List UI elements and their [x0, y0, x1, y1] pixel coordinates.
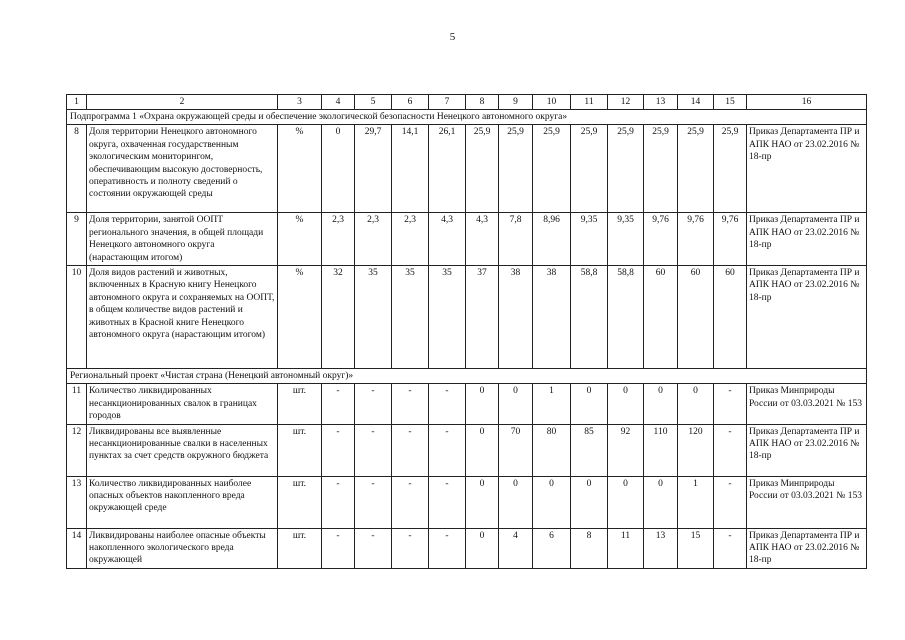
- table-row: [67, 384, 867, 424]
- value-cell: 2,3: [355, 213, 392, 266]
- header-cell: 11: [571, 95, 608, 110]
- value-cell: -: [392, 424, 429, 476]
- value-cell: 0: [466, 424, 499, 476]
- value-cell: 2,3: [392, 213, 429, 266]
- row-number-cell: 12: [67, 424, 87, 476]
- value-cell: -: [429, 528, 466, 568]
- value-cell: 1: [678, 476, 714, 528]
- unit-cell: %: [278, 266, 322, 369]
- value-cell: 110: [644, 424, 678, 476]
- header-cell: 7: [429, 95, 466, 110]
- row-number-cell: 10: [67, 266, 87, 369]
- value-cell: 13: [644, 528, 678, 568]
- unit-cell: шт.: [278, 528, 322, 568]
- value-cell: 0: [499, 476, 533, 528]
- section-row-project: [67, 369, 867, 384]
- indicators-table: [66, 94, 867, 569]
- value-cell: -: [355, 528, 392, 568]
- header-cell: 6: [392, 95, 429, 110]
- value-cell: 25,9: [678, 125, 714, 213]
- header-cell: 16: [747, 95, 867, 110]
- value-cell: 0: [322, 125, 355, 213]
- table-row: [67, 424, 867, 476]
- header-cell: 13: [644, 95, 678, 110]
- section-title: Подпрограмма 1 «Охрана окружающей среды и обеспечение экологической безопасности Ненецкого автономного округа»: [67, 110, 867, 125]
- indicator-name-cell: Доля территории, занятой ООПТ регионального значения, в общей площади Ненецкого автономного округа (нарастающим итогом): [87, 213, 278, 266]
- indicator-name-cell: Доля видов растений и животных, включенных в Красную книгу Ненецкого автономного округа и сохраняемых на ООПТ, в общем количестве видов растений и животных в Красной книге Ненецкого автономного округа (нарастающим итогом): [87, 266, 278, 369]
- value-cell: 0: [608, 384, 644, 424]
- row-number-cell: 8: [67, 125, 87, 213]
- value-cell: -: [322, 476, 355, 528]
- page-number: 5: [449, 31, 456, 43]
- table-row: [67, 528, 867, 568]
- source-cell: Приказ Департамента ПР и АПК НАО от 23.02.2016 № 18-пр: [747, 125, 867, 213]
- value-cell: 0: [466, 384, 499, 424]
- table-row: [67, 213, 867, 266]
- row-number-cell: 14: [67, 528, 87, 568]
- value-cell: -: [355, 384, 392, 424]
- value-cell: 15: [678, 528, 714, 568]
- value-cell: 4,3: [466, 213, 499, 266]
- value-cell: 29,7: [355, 125, 392, 213]
- value-cell: 35: [355, 266, 392, 369]
- value-cell: 1: [533, 384, 571, 424]
- value-cell: 25,9: [533, 125, 571, 213]
- value-cell: 38: [499, 266, 533, 369]
- header-cell: 4: [322, 95, 355, 110]
- value-cell: 32: [322, 266, 355, 369]
- value-cell: 35: [392, 266, 429, 369]
- value-cell: 85: [571, 424, 608, 476]
- value-cell: 7,8: [499, 213, 533, 266]
- unit-cell: %: [278, 125, 322, 213]
- value-cell: 9,35: [608, 213, 644, 266]
- unit-cell: %: [278, 213, 322, 266]
- value-cell: 0: [644, 476, 678, 528]
- value-cell: -: [355, 476, 392, 528]
- value-cell: 0: [571, 476, 608, 528]
- header-cell: 5: [355, 95, 392, 110]
- value-cell: -: [429, 384, 466, 424]
- unit-cell: шт.: [278, 384, 322, 424]
- value-cell: 6: [533, 528, 571, 568]
- value-cell: 92: [608, 424, 644, 476]
- value-cell: 9,35: [571, 213, 608, 266]
- source-cell: Приказ Департамента ПР и АПК НАО от 23.02.2016 № 18-пр: [747, 528, 867, 568]
- value-cell: 70: [499, 424, 533, 476]
- value-cell: -: [714, 384, 747, 424]
- indicator-name-cell: Ликвидированы все выявленные несанкционированные свалки в населенных пунктах за счет средств окружного бюджета: [87, 424, 278, 476]
- value-cell: -: [714, 476, 747, 528]
- value-cell: -: [392, 384, 429, 424]
- value-cell: 0: [608, 476, 644, 528]
- source-cell: Приказ Департамента ПР и АПК НАО от 23.02.2016 № 18-пр: [747, 424, 867, 476]
- row-number-cell: 13: [67, 476, 87, 528]
- section-row-subprogram: [67, 110, 867, 125]
- header-cell: 9: [499, 95, 533, 110]
- table-row: [67, 476, 867, 528]
- value-cell: 0: [533, 476, 571, 528]
- value-cell: -: [714, 424, 747, 476]
- value-cell: -: [714, 528, 747, 568]
- header-cell: 8: [466, 95, 499, 110]
- value-cell: 2,3: [322, 213, 355, 266]
- value-cell: -: [322, 424, 355, 476]
- header-cell: 2: [87, 95, 278, 110]
- value-cell: 80: [533, 424, 571, 476]
- source-cell: Приказ Департамента ПР и АПК НАО от 23.02.2016 № 18-пр: [747, 266, 867, 369]
- header-cell: 14: [678, 95, 714, 110]
- unit-cell: шт.: [278, 476, 322, 528]
- value-cell: 35: [429, 266, 466, 369]
- project-rows: [67, 384, 867, 568]
- value-cell: 37: [466, 266, 499, 369]
- value-cell: 9,76: [644, 213, 678, 266]
- value-cell: -: [429, 476, 466, 528]
- value-cell: 25,9: [608, 125, 644, 213]
- source-cell: Приказ Минприроды России от 03.03.2021 № 153: [747, 384, 867, 424]
- row-number-cell: 9: [67, 213, 87, 266]
- value-cell: -: [392, 528, 429, 568]
- header-cell: 3: [278, 95, 322, 110]
- source-cell: Приказ Минприроды России от 03.03.2021 № 153: [747, 476, 867, 528]
- unit-cell: шт.: [278, 424, 322, 476]
- indicator-name-cell: Ликвидированы наиболее опасные объекты накопленного экологического вреда окружающей: [87, 528, 278, 568]
- value-cell: 9,76: [678, 213, 714, 266]
- value-cell: 25,9: [499, 125, 533, 213]
- value-cell: 60: [678, 266, 714, 369]
- value-cell: 58,8: [571, 266, 608, 369]
- value-cell: 0: [571, 384, 608, 424]
- value-cell: 0: [466, 476, 499, 528]
- value-cell: 0: [644, 384, 678, 424]
- value-cell: 60: [644, 266, 678, 369]
- header-cell: 10: [533, 95, 571, 110]
- value-cell: 4,3: [429, 213, 466, 266]
- value-cell: -: [322, 384, 355, 424]
- value-cell: 58,8: [608, 266, 644, 369]
- header-row: [67, 95, 867, 110]
- indicator-name-cell: Количество ликвидированных несанкционированных свалок в границах городов: [87, 384, 278, 424]
- subprogram-rows: [67, 125, 867, 369]
- value-cell: 120: [678, 424, 714, 476]
- header-cell: 15: [714, 95, 747, 110]
- indicator-name-cell: Количество ликвидированных наиболее опасных объектов накопленного вреда окружающей среде: [87, 476, 278, 528]
- header-cell: 12: [608, 95, 644, 110]
- value-cell: 0: [678, 384, 714, 424]
- value-cell: 60: [714, 266, 747, 369]
- value-cell: -: [322, 528, 355, 568]
- header-cell: 1: [67, 95, 87, 110]
- value-cell: 0: [466, 528, 499, 568]
- value-cell: 0: [499, 384, 533, 424]
- value-cell: 11: [608, 528, 644, 568]
- value-cell: 4: [499, 528, 533, 568]
- value-cell: -: [429, 424, 466, 476]
- value-cell: -: [392, 476, 429, 528]
- value-cell: 8: [571, 528, 608, 568]
- value-cell: 9,76: [714, 213, 747, 266]
- value-cell: 25,9: [644, 125, 678, 213]
- table-row: [67, 266, 867, 369]
- value-cell: 25,9: [714, 125, 747, 213]
- value-cell: 8,96: [533, 213, 571, 266]
- value-cell: -: [355, 424, 392, 476]
- value-cell: 25,9: [571, 125, 608, 213]
- source-cell: Приказ Департамента ПР и АПК НАО от 23.02.2016 № 18-пр: [747, 213, 867, 266]
- section-title: Региональный проект «Чистая страна (Ненецкий автономный округ)»: [67, 369, 867, 384]
- table-row: [67, 125, 867, 213]
- value-cell: 25,9: [466, 125, 499, 213]
- value-cell: 14,1: [392, 125, 429, 213]
- indicator-name-cell: Доля территории Ненецкого автономного округа, охваченная государственным экологическим мониторингом, обеспечивающим высокую достоверность, оперативность и полноту сведений о состоянии окружающей среды: [87, 125, 278, 213]
- row-number-cell: 11: [67, 384, 87, 424]
- value-cell: 38: [533, 266, 571, 369]
- value-cell: 26,1: [429, 125, 466, 213]
